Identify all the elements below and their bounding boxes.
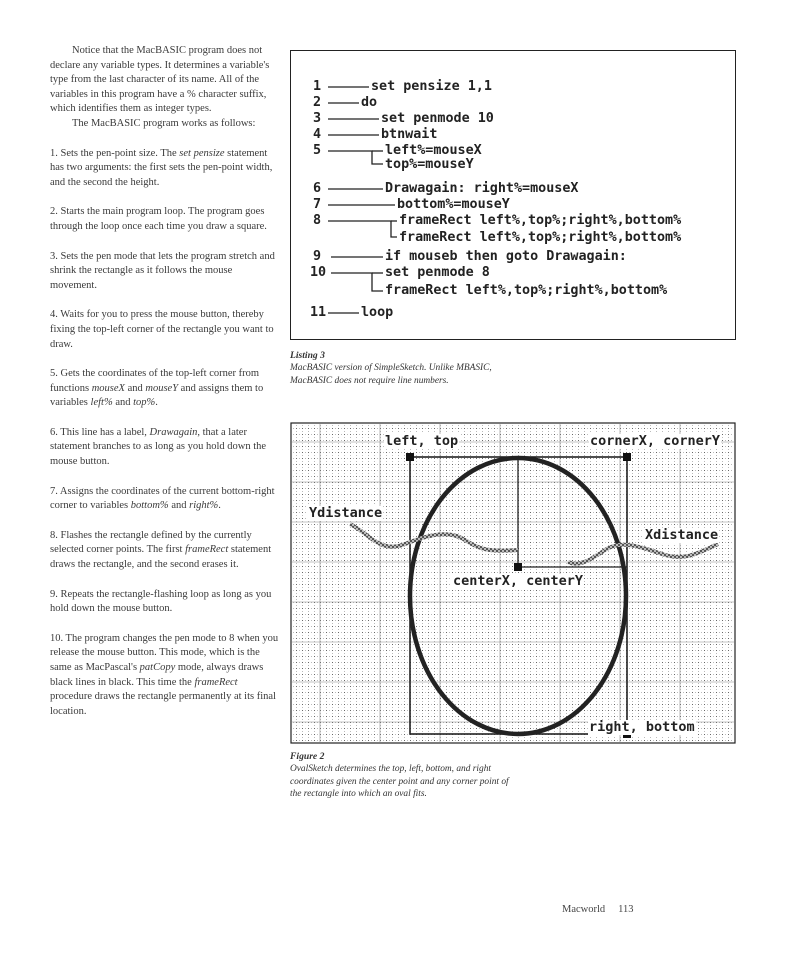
- listing-caption-body: MacBASIC version of SimpleSketch. Unlike MBASIC, MacBASIC does not require line numbers.: [290, 363, 492, 386]
- step-7: 7. Assigns the coordinates of the current bottom-right corner to variables bottom% and right%.: [50, 485, 275, 512]
- label-center: centerX, centerY: [453, 573, 584, 589]
- line-number: 2: [313, 95, 322, 110]
- line-number: 3: [313, 111, 322, 126]
- figure-caption-title: Figure 2: [290, 751, 325, 762]
- code-line: loop: [361, 305, 394, 320]
- label-xdistance: Xdistance: [645, 527, 719, 543]
- listing-caption-title: Listing 3: [290, 350, 325, 361]
- magazine-name: Macworld: [562, 904, 606, 915]
- code-line: btnwait: [381, 127, 438, 142]
- step-1: 1. Sets the pen-point size. The set pensize statement has two arguments: the first sets the pen-point width, and the second the height.: [50, 147, 273, 188]
- code-line: top%=mouseY: [385, 157, 474, 172]
- code-line: set penmode 8: [385, 265, 490, 280]
- label-ydistance: Ydistance: [309, 505, 383, 521]
- line-number: 5: [313, 143, 322, 158]
- code-line: do: [361, 95, 378, 110]
- line-number: 8: [313, 213, 322, 228]
- code-line: Drawagain: right%=mouseX: [385, 181, 579, 196]
- line-number: 4: [313, 127, 322, 142]
- line-number: 11: [310, 305, 327, 320]
- line-number: 7: [313, 197, 322, 212]
- line-number: 10: [310, 265, 327, 280]
- code-line: set pensize 1,1: [371, 79, 492, 94]
- step-10: 10. The program changes the pen mode to 8 when you release the mouse button. This mode, which is the same as MacPascal's patCopy mode, always draws black lines in black. This time the frameRect procedure draws the rectangle permanently at its final location.: [50, 632, 279, 717]
- code-line: left%=mouseX: [385, 143, 482, 158]
- label-corner: cornerX, cornerY: [590, 433, 721, 449]
- step-3: 3. Sets the pen mode that lets the program stretch and shrink the rectangle as it follows the mouse movement.: [50, 250, 275, 291]
- step-5: 5. Gets the coordinates of the top-left corner from functions mouseX and mouseY and assigns them to variables left% and top%.: [50, 368, 264, 409]
- label-left-top: left, top: [385, 433, 459, 449]
- page-number: 113: [618, 904, 634, 915]
- page-footer: [562, 904, 647, 915]
- code-line: frameRect left%,top%;right%,bottom%: [399, 213, 682, 228]
- line-number: 9: [313, 249, 322, 264]
- step-4: 4. Waits for you to press the mouse button, thereby fixing the top-left corner of the rectangle you want to draw.: [50, 309, 274, 350]
- line-number: 6: [313, 181, 322, 196]
- step-8: 8. Flashes the rectangle defined by the currently selected corner points. The first frameRect statement draws the rectangle, and the second erases it.: [50, 529, 272, 571]
- paragraph-works-as: The MacBASIC program works as follows:: [72, 117, 256, 129]
- code-line: bottom%=mouseY: [397, 197, 510, 212]
- step-6: 6. This line has a label, Drawagain, that a later statement branches to as long as you hold down the mouse button.: [50, 426, 267, 468]
- oval-diagram: [290, 422, 736, 744]
- line-number: 1: [313, 79, 322, 94]
- code-line: frameRect left%,top%;right%,bottom%: [399, 230, 682, 245]
- listing-caption: [290, 350, 520, 387]
- figure-caption: [290, 751, 522, 801]
- body-text-column: [50, 44, 280, 719]
- code-line: if mouseb then goto Drawagain:: [385, 249, 627, 264]
- label-right-bottom: right, bottom: [589, 719, 695, 735]
- paragraph-intro: Notice that the MacBASIC program does not declare any variable types. It determines a variable's type from the last character of its name. All of the variables in this program have a % character suffix, which identifies them as integer types.: [50, 45, 270, 115]
- code-line: frameRect left%,top%;right%,bottom%: [385, 283, 668, 298]
- step-2: 2. Starts the main program loop. The program goes through the loop once each time you draw a square.: [50, 206, 267, 232]
- code-listing-box: [290, 50, 736, 340]
- step-9: 9. Repeats the rectangle-flashing loop as long as you hold down the mouse button.: [50, 588, 272, 615]
- figure-caption-body: OvalSketch determines the top, left, bottom, and right coordinates given the center point and any corner point of the rectangle into which an oval fits.: [290, 764, 509, 800]
- code-line: set penmode 10: [381, 111, 494, 126]
